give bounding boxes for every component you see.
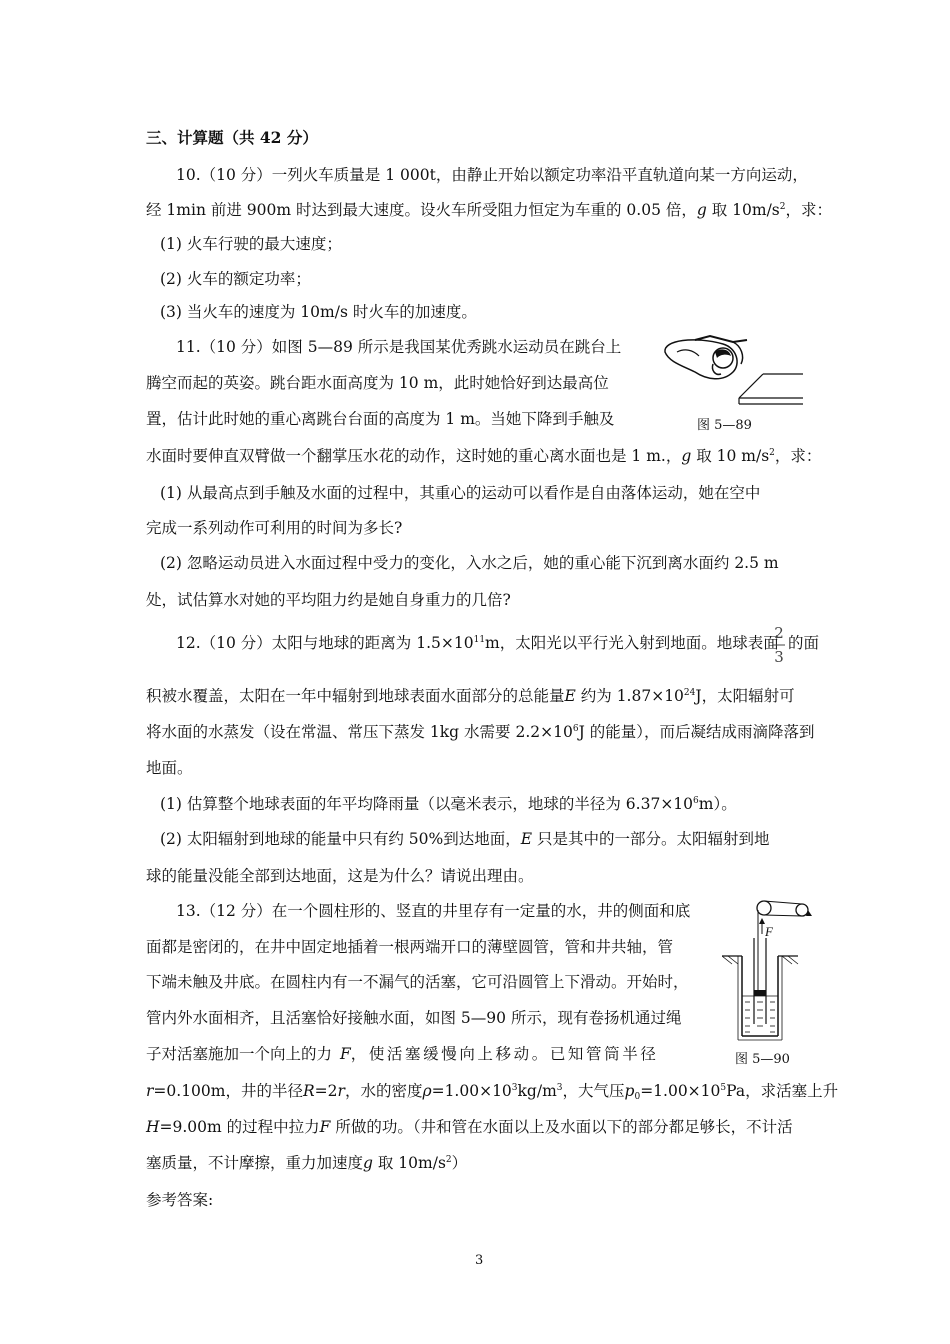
q11-sub-2b: 处，试估算水对她的平均阻力约是她自身重力的几倍? bbox=[146, 591, 511, 609]
q11-sub-1b: 完成一系列动作可利用的时间为多长? bbox=[146, 519, 403, 537]
q13-line-2: 面都是密闭的，在井中固定地插着一根两端开口的薄壁圆管，管和井共轴，管 bbox=[146, 938, 674, 956]
q10-sub-2: (2) 火车的额定功率； bbox=[160, 270, 311, 288]
answer-label: 参考答案: bbox=[146, 1191, 214, 1209]
q10-sub-1: (1) 火车行驶的最大速度； bbox=[160, 235, 342, 253]
q10-sub-3: (3) 当火车的速度为 10m/s 时火车的加速度。 bbox=[160, 303, 477, 321]
q10-line-2: 经 1min 前进 900m 时达到最大速度。设火车所受阻力恒定为车重的 0.05 倍，g 取 $10m/s^2$，求： bbox=[146, 201, 832, 219]
q11-line-3: 置，估计此时她的重心离跳台台面的高度为 1 m。当她下降到手触及 bbox=[146, 410, 615, 428]
q10-line-1: 10.（10 分）一列火车质量是 1 000t，由静止开始以额定功率沿平直轨道向某一方向运动， bbox=[176, 166, 808, 184]
q12-sub-2a: (2) 太阳辐射到地球的能量中只有约 50%到达地面，E 只是其中的一部分。太阳辐射到地 bbox=[160, 830, 770, 848]
q13-line-5: 子对活塞施加一个向上的力 F，使活塞缓慢向上移动。已知管筒半径 bbox=[146, 1045, 659, 1063]
section-heading: 三、计算题（共 42 分） bbox=[146, 128, 318, 147]
fraction-numerator: 2 bbox=[774, 624, 784, 642]
q11-line-2: 腾空而起的英姿。跳台距水面高度为 10 m，此时她恰好到达最高位 bbox=[146, 374, 609, 392]
q11-sub-1a: (1) 从最高点到手触及水面的过程中，其重心的运动可以看作是自由落体运动，她在空中 bbox=[160, 484, 761, 502]
q12-line-1: 12.（10 分）太阳与地球的距离为 $1.5\times 10^{11}m$，太阳光以平行光入射到地面。地球表面 bbox=[176, 634, 779, 652]
well-figure bbox=[722, 898, 822, 1046]
q11-sub-2a: (2) 忽略运动员进入水面过程中受力的变化，入水之后，她的重心能下沉到离水面约 2.5 m bbox=[160, 554, 779, 572]
q13-line-3: 下端未触及井底。在圆柱内有一不漏气的活塞，它可沿圆管上下滑动。开始时， bbox=[146, 973, 689, 991]
q12-line-3: 将水面的水蒸发（设在常温、常压下蒸发 1kg 水需要 $2.2\times 10^6J$ 的能量），而后凝结成雨滴降落到 bbox=[146, 723, 815, 741]
q13-line-4: 管内外水面相齐，且活塞恰好接触水面，如图 5—90 所示，现有卷扬机通过绳 bbox=[146, 1009, 682, 1027]
diver-figure bbox=[655, 330, 815, 412]
q12-sub-2b: 球的能量没能全部到达地面，这是为什么？请说出理由。 bbox=[146, 867, 534, 885]
fraction-denominator: 3 bbox=[774, 648, 784, 666]
q13-line-8: 塞质量，不计摩擦，重力加速度g 取 $10m/s^2$） bbox=[146, 1154, 468, 1172]
q12-line-1-end: 的面 bbox=[788, 634, 820, 652]
page-number: 3 bbox=[475, 1253, 484, 1268]
q13-line-7: H=9.00m 的过程中拉力F 所做的功。（井和管在水面以上及水面以下的部分都足够长，不计活 bbox=[146, 1118, 793, 1136]
fraction-bar bbox=[773, 644, 785, 646]
q13-line-1: 13.（12 分）在一个圆柱形的、竖直的井里存有一定量的水，井的侧面和底 bbox=[176, 902, 691, 920]
q12-line-2: 积被水覆盖，太阳在一年中辐射到地球表面水面部分的总能量E 约为 $1.87\times 10^{24}J$，太阳辐射可 bbox=[146, 687, 795, 705]
q11-line-1: 11.（10 分）如图 5—89 所示是我国某优秀跳水运动员在跳台上 bbox=[176, 338, 622, 356]
q12-line-4: 地面。 bbox=[146, 759, 193, 777]
q12-sub-1: (1) 估算整个地球表面的年平均降雨量（以毫米表示，地球的半径为 $6.37\times 10^6m$）。 bbox=[160, 795, 737, 813]
q11-line-4: 水面时要伸直双臂做一个翻掌压水花的动作，这时她的重心离水面也是 1 m.，g 取 10 $m/s^2$，求： bbox=[146, 447, 822, 465]
q13-line-6: r=0.100m，井的半径R=2r，水的密度$\rho=1.00\times 10^3kg/m^3$，大气压$p_0=1.00\times 10^5Pa$，求活塞上升 bbox=[146, 1082, 839, 1102]
figure-5-90-caption: 图 5—90 bbox=[735, 1052, 790, 1067]
figure-5-89-caption: 图 5—89 bbox=[697, 418, 752, 433]
force-label: F bbox=[765, 924, 773, 939]
